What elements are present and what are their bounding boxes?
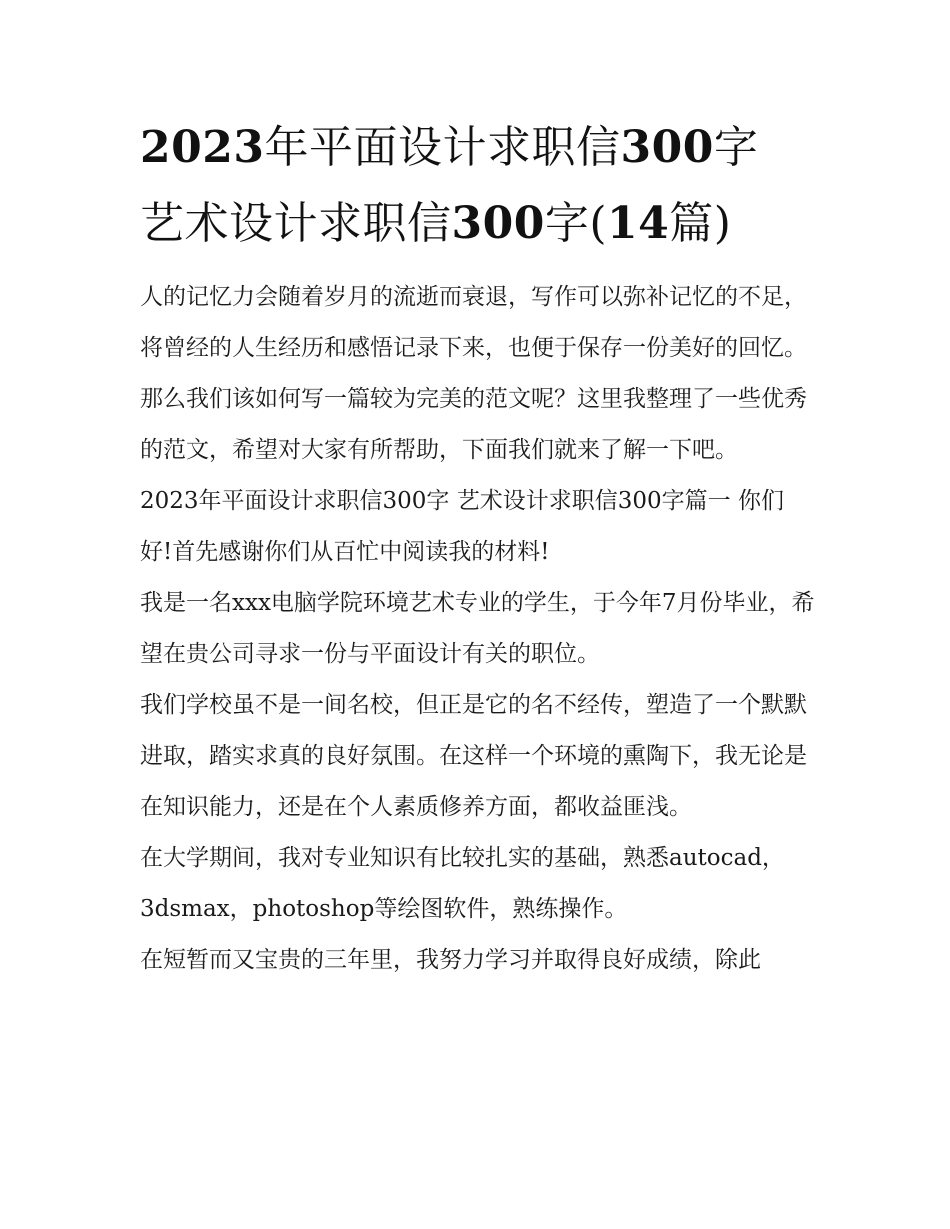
paragraph-self-intro: 我是一名xxx电脑学院环境艺术专业的学生，于今年7月份毕业，希望在贵公司寻求一份与平面设计有关的职位。 [140, 590, 815, 667]
paragraph-intro: 人的记忆力会随着岁月的流逝而衰退，写作可以弥补记忆的不足，将曾经的人生经历和感悟记录下来，也便于保存一份美好的回忆。那么我们该如何写一篇较为完美的范文呢？这里我整理了一些优秀的范文，希望对大家有所帮助，下面我们就来了解一下吧。 [140, 284, 807, 463]
paragraph-school: 我们学校虽不是一间名校，但正是它的名不经传，塑造了一个默默进取，踏实求真的良好氛围。在这样一个环境的熏陶下，我无论是在知识能力，还是在个人素质修养方面，都收益匪浅。 [140, 692, 807, 820]
paragraph-study: 在短暂而又宝贵的三年里，我努力学习并取得良好成绩，除此 [140, 947, 761, 973]
document-page [140, 110, 815, 986]
paragraph-skills: 在大学期间，我对专业知识有比较扎实的基础，熟悉autocad，3dsmax，photoshop等绘图软件，熟练操作。 [140, 845, 785, 922]
paragraph-greeting: 2023年平面设计求职信300字 艺术设计求职信300字篇一 你们好!首先感谢你们从百忙中阅读我的材料! [140, 488, 784, 565]
document-title: 2023年平面设计求职信300字 艺术设计求职信300字(14篇) [140, 122, 759, 249]
